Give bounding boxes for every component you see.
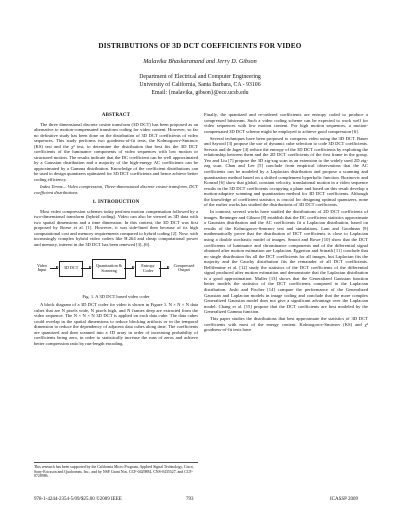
- affiliation-university: University of California, Santa Barbara, CA - 93106: [139, 82, 261, 88]
- diagram-arrow: [81, 268, 91, 269]
- right-column: [204, 112, 368, 334]
- footer-page-number: 793: [186, 497, 194, 502]
- diagram-quantization-box: Quantization & Scanning: [92, 259, 126, 279]
- paper-title: DISTRIBUTIONS OF 3D DCT COEFFICIENTS FOR VIDEO: [98, 42, 302, 50]
- diagram-compressed-output-label: Compressed Output: [173, 262, 195, 273]
- diagram-entropy-coder-box: Entropy Coder: [135, 261, 161, 277]
- footer-conference: ICASSP 2009: [330, 497, 359, 502]
- right-paragraph-4: This paper studies the distributions that best approximate the statistics of 3D DCT coefficients with most of the energy content. Kolmogorov-Smirnov (KS) and χ² goodness-of-fit tests have: [204, 316, 368, 333]
- footer-isbn: 978-1-4244-2354-5/09/$25.00 ©2009 IEEE: [34, 497, 122, 502]
- abstract-heading: ABSTRACT: [101, 113, 131, 118]
- right-paragraph-3: In contrast, several works have studied the distributions of 2D DCT coefficients of images. Reininger and Gibson [8] establish that the DC coefficient statistics approximate a Gaussian distribution and the AC coefficients fit a Laplacian distribution, based on results of the Kolmogorov-Smirnov test and simulations. Lam and Goodman [9] mathematically prove that the distribution of DCT coefficients is close to Laplacian using a double stochastic model of images. Smoot and Rowe [10] show that the DCT coefficients of luminance and chrominance components and of the differential signal obtained after motion estimation are Laplacian. Eggerton and Srinath [11] conclude that no single distribution fits all the DCT coefficients for all images, but Laplacian fits the majority and the Cauchy distribution fits the remainder of all DCT coefficients. Bellifemine et al. [12] study the statistics of the DCT coefficients of the differential signal produced after motion estimation and demonstrate that the Laplacian distribution is a good approximation. Muller [13] shows that the Generalized Gaussian function better models the statistics of the DCT coefficients compared to the Laplacian distribution. Joshi and Fischer [14] compare the performance of the Generalized Gaussian and Laplacian models in image coding and conclude that the more complex Generalized Gaussian model does not give a significant advantage over the Laplacian model. Chang et al. [15] propose that the DCT coefficients are best modeled by the Generalized Gamma function.: [204, 209, 368, 315]
- introduction-paragraph-1: Most video compression schemes today perform motion compensation followed by a two-dimensional transform (hybrid coding). Video can also be viewed as 3D data with two spatial dimensions and a time dimension. In this context, the 3D DCT was first proposed by Roese et al. [1]. However, it was side-lined then because of its high computational cost and memory requirements compared to hybrid coding [2]. Now, with increasingly complex hybrid video coders like H.264 and cheap computational power and memory, interest in the 3D DCT has been renewed [3]–[6].: [34, 208, 198, 247]
- affiliation-department: Department of Electrical and Computer Engineering: [139, 74, 261, 80]
- diagram-arrow: [159, 268, 169, 269]
- index-terms: Index Terms— Video compression, Three-dimensional discrete cosine transform, DCT coefficient distributions: [34, 184, 198, 195]
- affiliation-block: [0, 73, 400, 97]
- figure-1-block-diagram: [34, 252, 198, 292]
- right-paragraph-1: Finally, the quantized and re-ordered coefficients are entropy coded to produce a compressed bitstream. Such a video coding scheme can be expected to work well for video sequences with low motion content. For high motion sequences, a motion-compensated 3D DCT scheme might be employed to achieve good compression [6].: [204, 112, 368, 134]
- paper-authors: Malavika Bhaskaranand and Jerry D. Gibson: [143, 58, 257, 65]
- abstract-text: The three dimensional discrete cosine transform (3D DCT) has been proposed as an alternative to motion-compensated transform coding for video content. However, so far no definitive study has been done on the distribution of 3D DCT coefficients of video sequences. This study performs two goodness-of-fit tests, the Kolmogorov-Smirnov (KS) test and the χ² test, to determine the distribution that best fits the 3D DCT coefficients of the luminance components of video sequences with low motion or structured motion. The results indicate that the DC coefficient can be well approximated by a Gaussian distribution and a majority of the high-energy AC coefficients can be approximated by a Gamma distribution. Knowledge of the coefficient distributions can be used to design quantizers optimized for 3D DCT coefficients and hence achieve better coding efficiency.: [34, 121, 198, 183]
- affiliation-email: Email: {malavika, gibson}@ece.ucsb.edu: [151, 90, 249, 96]
- funding-footnote: This research has been supported by the California Micro Program, Applied Signal Technology, Cisco, Sony-Ericsson and Qualcomm, Inc., and by NSF Grant Nos. CCF-0429884, CNS-0435527, and CCF-0728986.: [34, 462, 198, 479]
- left-column: [34, 110, 198, 348]
- diagram-arrow: [124, 268, 134, 269]
- figure-1-caption: Fig. 1. A 3D DCT based video coder: [82, 293, 150, 299]
- introduction-paragraph-2: A block diagram of a 3D DCT coder for video is shown in Figure 1. N × N × N data cubes that are N pixels wide, N pixels high, and N frames deep are extracted from the video sequence. The N × N × N 3D DCT is applied on each data cube. The data cubes could overlap in the spatial dimensions to reduce blocking artifacts or in the temporal dimension to reduce the dependency of adjacent data cubes along time. The coefficients are quantized and then scanned into a 1D array in order of increasing probability of coefficients being zero, in order to statistically increase the runs of zeros and achieve better compression ratio by run-length encoding.: [34, 302, 198, 346]
- introduction-heading: 1. INTRODUCTION: [92, 200, 140, 206]
- diagram-arrow: [50, 268, 58, 269]
- diagram-video-input-label: Video Input: [37, 262, 47, 273]
- diagram-3d-dct-box: 3D DCT: [59, 261, 83, 277]
- right-paragraph-2: Several techniques have been proposed to compress video using the 3D DCT. Bauer and Sayood [3] propose the use of dynamic cube selection to code 3D DCT coefficients. Servais and de Jager [4] reduce the entropy of the 3D DCT coefficients by exploiting the relationship between them and the 2D DCT coefficients of the first frame in the group. Yeo and Liu [7] propose the 3D zig-zag scan as an extension to the widely used 2D zig-zag scan. Chan and Lee [5] conclude from empirical observations that the AC coefficients can be modeled by a Laplacian distribution and propose a scanning and quantization method based on a shifted complement hyperbolic function. Bozinovic and Konrad [6] show that global, constant velocity, translational motion in a video sequence results in the 3D DCT coefficients occupying a plane and based on this result develop a motion-adaptive scanning and quantization method for 3D DCT coefficients. Although the knowledge of coefficient statistics is crucial for designing optimal quantizers, none of the earlier works has studied the distributions of 3D DCT coefficients.: [204, 135, 368, 208]
